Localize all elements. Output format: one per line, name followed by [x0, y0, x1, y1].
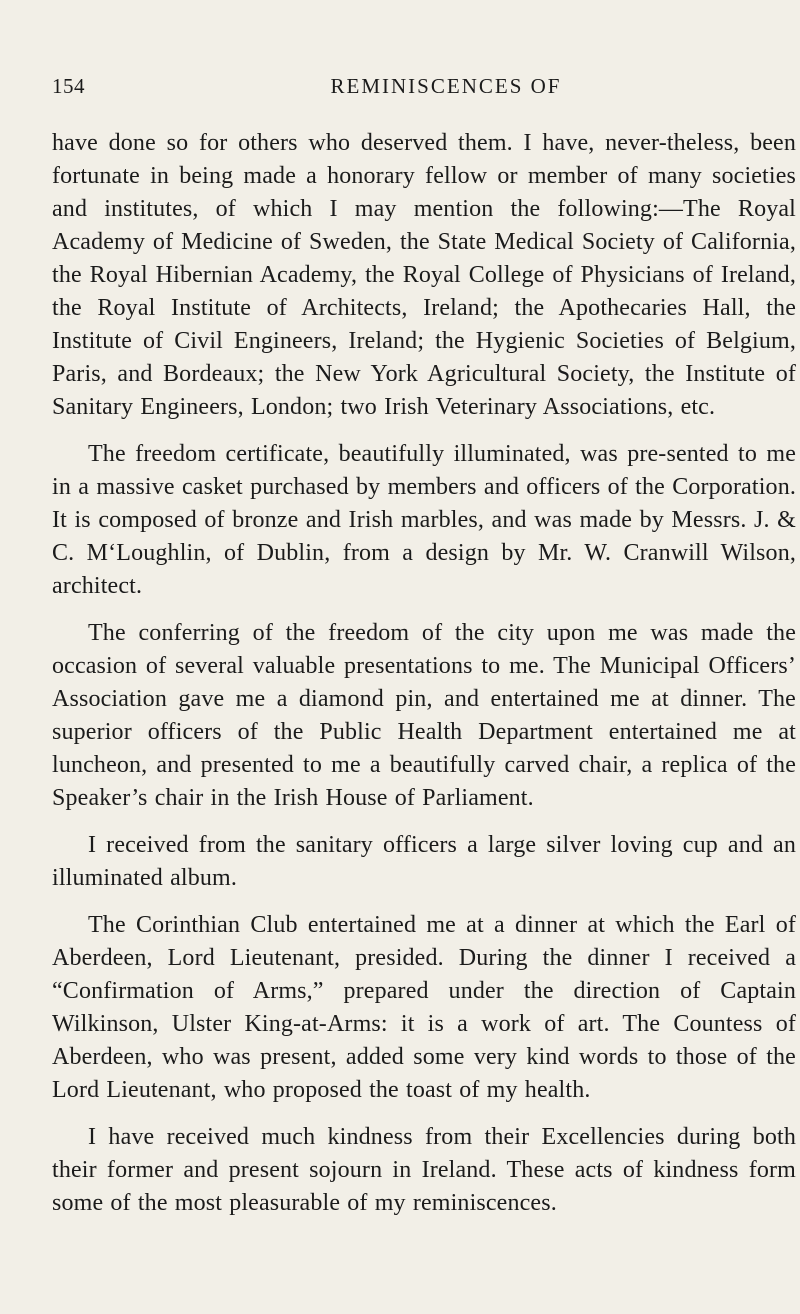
paragraph-excellencies: I have received much kindness from their Excellencies during both their former and present sojourn in Ireland. These acts of kindness form some of the most pleasurable of my reminiscences. — [52, 1124, 796, 1216]
page-header — [52, 74, 780, 108]
paragraph-loving-cup: I received from the sanitary officers a large silver loving cup and an illuminated album. — [52, 832, 796, 891]
paragraph-corinthian-club: The Corinthian Club entertained me at a dinner at which the Earl of Aberdeen, Lord Lieutenant, presided. During the dinner I received a “Confirmation of Arms,” prepared under the direction of Captain Wilkinson, Ulster King-at-Arms: it is a work of art. The Countess of Aberdeen, who was present, added some very kind words to those of the Lord Lieutenant, who proposed the toast of my health. — [52, 912, 796, 1103]
page-number: 154 — [52, 74, 85, 98]
paragraph-freedom-certificate: The freedom certificate, beautifully illuminated, was pre-sented to me in a massive casket purchased by members and officers of the Corporation. It is composed of bronze and Irish marbles, and was made by Messrs. J. & C. M‘Loughlin, of Dublin, from a design by Mr. W. Cranwill Wilson, architect. — [52, 441, 796, 599]
running-head: REMINISCENCES OF — [330, 74, 562, 98]
paragraph-presentations: The conferring of the freedom of the city upon me was made the occasion of several valuable presentations to me. The Municipal Officers’ Association gave me a diamond pin, and entertained me at dinner. The superior officers of the Public Health Department entertained me at luncheon, and presented to me a beautifully carved chair, a replica of the Speaker’s chair in the Irish House of Parliament. — [52, 620, 796, 811]
paragraph-continuation: have done so for others who deserved them. I have, never-theless, been fortunate in being made a honorary fellow or member of many societies and institutes, of which I may mention the following:—The Royal Academy of Medicine of Sweden, the State Medical Society of California, the Royal Hibernian Academy, the Royal College of Physicians of Ireland, the Royal Institute of Architects, Ireland; the Apothecaries Hall, the Institute of Civil Engineers, Ireland; the Hygienic Societies of Belgium, Paris, and Bordeaux; the New York Agricultural Society, the Institute of Sanitary Engineers, London; two Irish Veterinary Associations, etc. — [52, 130, 796, 420]
body-text — [52, 127, 796, 1234]
